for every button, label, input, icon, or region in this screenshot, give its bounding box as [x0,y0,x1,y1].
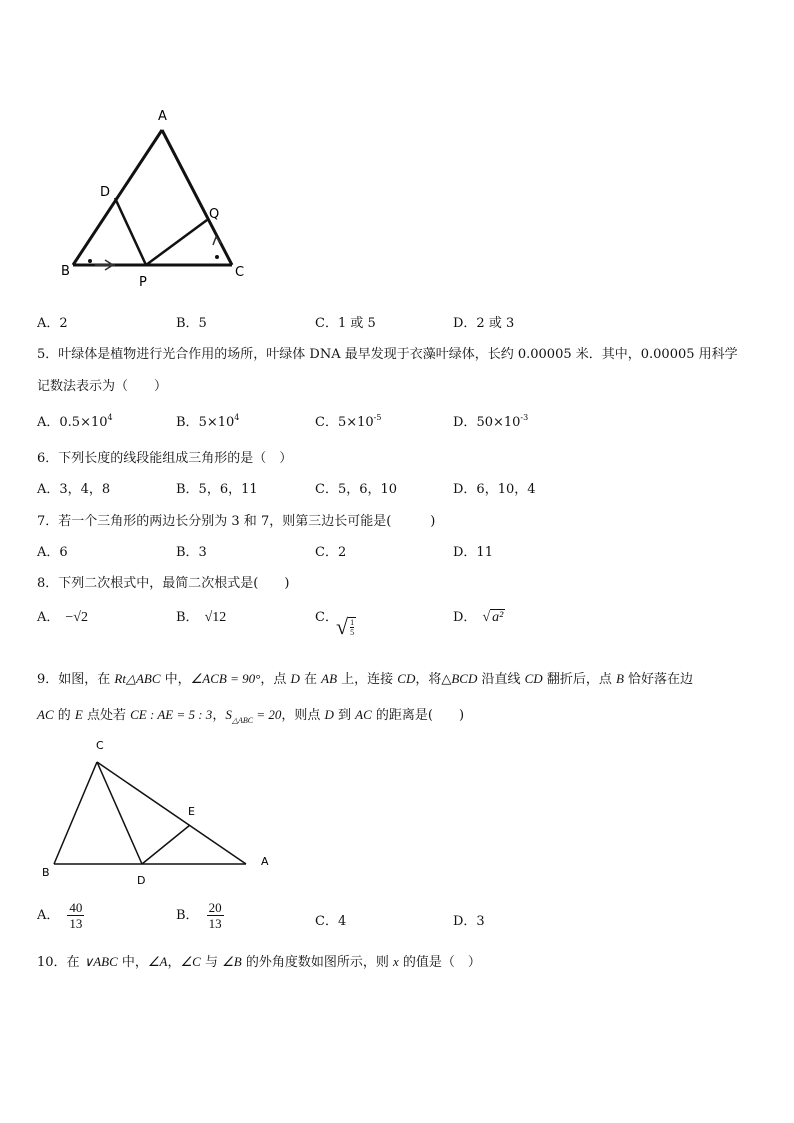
q6-option-a: A．3，4，8 [37,482,111,497]
q8-option-a: A． −√2 [37,610,88,625]
q9-label-c: C [96,739,104,752]
q4-label-a: A [158,109,167,124]
q4-option-c: C．1 或 5 [315,316,376,331]
q8-option-b: B． √12 [176,610,227,625]
q6-stem: 6．下列长度的线段能组成三角形的是（ ） [37,451,293,466]
q4-label-b: B [61,264,70,279]
q9-label-e: E [188,805,195,818]
q10-stem: 10．在 ∨ABC 中，∠A，∠C 与 ∠B 的外角度数如图所示，则 x 的值是（ ） [37,954,481,970]
q4-option-d: D．2 或 3 [453,316,515,331]
q7-option-c: C．2 [315,545,347,560]
q9-option-c: C．4 [315,914,347,929]
q9-label-b: B [42,866,50,879]
q5-option-d: D．$50\times 10^{-3}$ [453,413,529,430]
q4-figure [55,100,255,295]
q9-label-a: A [261,855,269,868]
q5-option-b: B．$5\times 10^4$ [176,413,240,430]
q9-label-d: D [137,874,146,887]
q8-option-d: D． √ a² [453,610,504,625]
q6-option-d: D．6，10，4 [453,482,536,497]
q6-option-c: C．5，6，10 [315,482,398,497]
q9-option-b: B． $\frac{20}{13}$ [176,900,222,931]
q5-option-c: C．$5\times 10^{-5}$ [315,413,382,430]
q8-option-c: C． [315,610,338,625]
q7-option-a: A．6 [37,545,68,560]
q6-option-b: B．5，6，11 [176,482,258,497]
q5-stem-line2: 记数法表示为（ ） [37,379,168,394]
q5-option-a: A．$0.5\times 10^4$ [37,413,113,430]
q4-label-q: Q [209,207,220,222]
q7-stem: 7．若一个三角形的两边长分别为 3 和 7，则第三边长可能是( ) [37,514,436,529]
q4-label-d: D [100,185,111,200]
q4-option-b: B．5 [176,316,207,331]
q8-stem: 8．下列二次根式中，最简二次根式是( ) [37,576,290,591]
q9-option-d: D．3 [453,914,485,929]
q9-figure [35,735,285,890]
q9-stem-line2: AC 的 E 点处若 CE : AE = 5 : 3，$S_{\triangle ABC} = 20$，则点 D 到 AC 的距离是( ) [37,707,465,725]
q7-option-b: B．3 [176,545,207,560]
q7-option-d: D．11 [453,545,493,560]
q8-option-c-radical: √ $\frac{1}{5}$ [336,614,355,639]
q9-stem-line1: 9．如图，在 Rt△ABC 中，∠ACB = 90°，点 D 在 AB 上，连接 CD，将△BCD 沿直线 CD 翻折后，点 B 恰好落在边 [37,671,694,687]
q5-stem-line1: 5．叶绿体是植物进行光合作用的场所，叶绿体 DNA 最早发现于衣藻叶绿体，长约 0.00005 米．其中，0.00005 用科学 [37,347,738,362]
q4-label-c: C [235,265,245,280]
q4-label-p: P [139,275,147,290]
q9-option-a: A． $\frac{40}{13}$ [37,900,83,931]
q4-option-a: A．2 [37,316,68,331]
